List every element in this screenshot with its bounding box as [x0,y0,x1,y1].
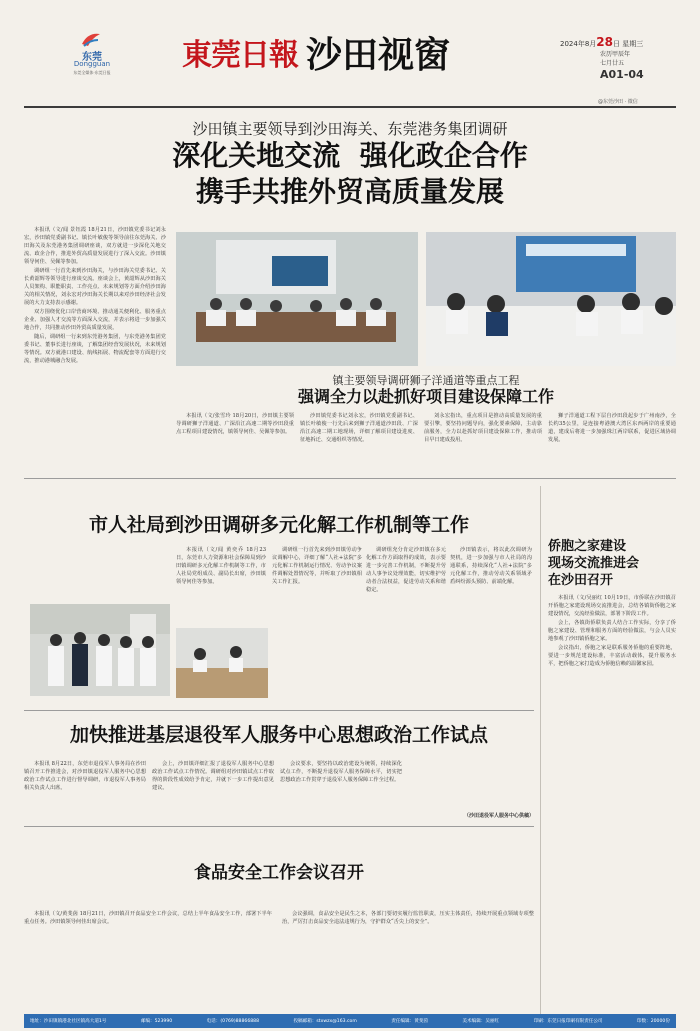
sidebar-divider [540,486,541,1016]
date-block [560,36,670,96]
section-rule-2 [24,710,534,711]
lead-paragraph: 双方围绕优化口岸营商环境、推动通关便利化、服务重点企业、加强人才交流等方面深入交流，并表示将进一步加强关地合作，共同推动沙田外贸高质量发展。 [24,309,166,331]
footer-bar [24,1014,676,1028]
page-num: 01-04 [608,68,644,81]
date-suffix: 日 星期三 [612,40,644,48]
sub-body-col-4 [548,412,676,470]
story4-paragraph: 本报讯（文/黄斐茵 18月21日，沙田镇召开食品安全工作会议，总结上半年食品安全工作，部署下半年重点任务。沙田镇领导何佳出席会议。 [24,911,272,925]
footer-art-editor: 美术编辑：吴丽红 [462,1019,500,1024]
sidebar-paragraph: 会议指出，侨胞之家是联系服务侨胞的重要阵地，要进一步规范建设标准，丰富活动载体，提升服务水平，把侨胞之家打造成为侨胞信赖的温馨家园。 [548,645,676,667]
date-prefix: 2024年8月 [560,40,597,48]
footer-print-count: 印数：20000份 [636,1019,670,1024]
sidebar-paragraph: 会上，各镇街侨联负责人结合工作实际，分享了侨胞之家建设、管理和服务方面的经验做法，与会人员实地参观了沙田镇侨胞之家。 [548,620,676,642]
story2-paragraph: 本报讯（文/闻 黄奕乔 18月23日，东莞市人力资源和社会保障局到沙田镇调研多元化解工作机制等工作，市人社局党组成员、副局长出席，沙田镇领导何佳等参加。 [176,547,266,585]
sub-body-col-1 [176,412,294,470]
story4-paragraph: 会议强调，食品安全是民生之本，各部门要切实履行监管职责，压实主体责任，持续开展重点领域专项整治，严厉打击食品安全违法违规行为，守护群众“舌尖上的安全”。 [282,911,534,925]
masthead-rule [24,106,676,108]
logo-cn: 东莞 [82,52,102,63]
story3-paragraph: 会上，沙田镇详细汇报了退役军人服务中心思想政治工作试点工作情况。调研组对沙田镇试点工作取得的阶段性成效给予肯定，并就下一步工作提出意见建议。 [152,761,274,791]
logo-mark-icon [80,30,102,48]
lead-paragraph: 随后，调研组一行来到东莞港务集团，与东莞港务集团党委书记、董事长进行座谈，了解集团经营发展状况，未来规划等情况。双方就港口建设、航线拓展、物流配套等方面进行交流，推动港城融合发展。 [24,334,166,364]
lead-photo-meeting-2 [426,232,676,366]
sub-headline: 强调全力以赴抓好项目建设保障工作 [297,387,554,406]
story2-paragraph: 调研组充分肯定沙田镇在多元化解工作方面取得的成效，表示要进一步完善工作机制，不断提升劳动人事争议处理效能，切实维护劳动者合法权益，促进劳动关系和谐稳定。 [366,547,446,593]
story3-paragraph: 本报讯 8月22日，东莞市退役军人事务局在沙田镇召开工作推进会，对沙田镇退役军人服务中心思想政治工作试点工作进行督导调研，市退役军人事务局相关负责人出席。 [24,761,146,791]
sub-body-col-3 [424,412,542,470]
story2-paragraph: 沙田镇表示，将以此次调研为契机，进一步加强与市人社局的沟通联系，持续深化“人社+法院”多元化解工作，推动劳动关系领域矛盾纠纷源头预防、前端化解。 [450,547,532,585]
story2-body-col-4 [450,546,532,696]
story4-body-col-2 [282,910,534,1006]
story2-paragraph: 调研组一行首先来到沙田镇劳动争议调解中心，详细了解“人社+法院”多元化解工作机制运行情况、劳动争议案件调解处置情况等，并听取了沙田镇相关工作汇报。 [272,547,362,585]
sidebar-body [548,594,676,1010]
story3-body-col-1 [24,760,146,820]
story2-body-col-3 [366,546,446,696]
footer-phone: 电话：(0769)88866888 [206,1019,260,1024]
social-handle: @东莞沙田 · 微信 [598,99,638,105]
story3-body-col-3 [280,760,402,820]
story2-body-col-1 [176,546,266,626]
paper-name: 東莞日報 [182,38,298,73]
sub-paragraph: 沙田镇党委书记刘永宏，沙田镇党委副书记、镇长叶敏俊一行先后来到狮子洋通道沙田段、广深沿江高速二期工地现场，详细了解项目建设进度、征地拆迁、交通组织等情况。 [300,413,418,443]
sub-kicker: 镇主要领导调研狮子洋通道等重点工程 [332,374,520,387]
sub-paragraph: 刘永宏指出，重点项目是推动高质量发展的重要引擎，要坚持问题导向，强化要素保障，主动靠前服务，全力以赴抓好项目建设保障工作，推动项目早日建成投用。 [424,413,542,443]
logo-en: Dongguan [73,60,111,68]
footer-address: 地址：沙田镇镇港北社区镇高大道1号 [30,1019,107,1024]
story3-paragraph: 会议要求，要坚持以政治建设为统领，持续深化试点工作，不断提升退役军人服务保障水平，切实把思想政治工作贯穿于退役军人服务保障工作全过程。 [280,761,402,783]
story2-body-col-2 [272,546,362,696]
lead-body [24,226,166,466]
story3-body-col-2 [152,760,274,820]
sidebar-headline-1: 侨胞之家建设 [548,539,627,554]
section-title: 沙田视窗 [306,35,451,76]
section-rule-1 [24,478,676,479]
sidebar-headline-3: 在沙田召开 [548,573,614,588]
logo-sub: 东莞全媒体·东莞日报 [73,70,111,75]
sidebar-headline-2: 现场交流推进会 [548,556,640,571]
sub-paragraph: 狮子洋通道工程下层自沙田段起步于广州南沙，全长约35公里，是连接粤港澳大湾区东西两岸的重要通道，建成后将进一步加强珠江两岸联系，促进区域协调发展。 [548,413,676,443]
lunar-year: 农历甲辰年 [600,51,631,58]
story4-body-col-1 [24,910,272,1006]
story3-headline: 加快推进基层退役军人服务中心思想政治工作试点 [69,724,488,746]
date-day: 28 [596,35,613,49]
sub-body-col-2 [300,412,418,470]
footer-editor: 责任编辑：黄斐茵 [391,1019,429,1024]
story3-source: （沙田退役军人服务中心供稿） [463,813,534,819]
story2-photo-visit [30,604,170,696]
story2-headline: 市人社局到沙田调研多元化解工作机制等工作 [88,514,469,536]
lunar-day: 七月廿五 [600,60,625,67]
lead-headline-2: 携手共推外贸高质量发展 [195,175,504,208]
lead-photo-meeting-1 [176,232,418,366]
footer-printer: 印刷：东莞日报印刷有限责任公司 [533,1019,603,1024]
lead-paragraph: 本报讯（文/闻 景钰霞 18月21日，沙田镇党委书记刘永宏，沙田镇党委副书记、镇长叶敏俊等领导前往东莞海关、沙田海关及东莞港务集团调研座谈，双方就进一步深化关地交流、政企合作，推进外贸高质量发展进行了深入交流。沙田镇领导何佳、吴佩等参加。 [24,227,166,265]
section-rule-3 [24,826,534,827]
dongguan-logo [52,30,132,80]
lead-kicker: 沙田镇主要领导到沙田海关、东莞港务集团调研 [192,120,508,138]
sidebar-paragraph: 本报讯（文/吴丽红 10月19日，市侨联在沙田镇召开侨胞之家建设现场交流推进会，总结各镇街侨胞之家建设情况，交流经验做法，部署下阶段工作。 [548,595,676,617]
sub-paragraph: 本报讯（文/张雪玲 18月20日，沙田镇主要领导调研狮子洋通道、广深沿江高速二期等沙田段重点工程项目建设情况，镇领导何佳、吴佩等参加。 [176,413,294,435]
page-prefix: A [600,68,609,81]
story4-headline: 食品安全工作会议召开 [194,863,364,883]
lead-paragraph: 调研组一行首先来到沙田海关，与沙田海关党委书记、关长黄韶辉等领导进行座谈交流。座谈会上，黄韶辉从沙田海关人员架构、职能职责、工作亮点、未来规划等方面介绍沙田海关的相关情况，刘永宏对沙田海关长期以来对沙田经济社会发展的大力支持表示感谢。 [24,268,166,306]
sidebar-headline [548,538,676,589]
story2-photo-desk [176,628,268,698]
lead-headline-1: 深化关地交流 强化政企合作 [172,139,528,172]
footer-email: 投稿邮箱：stxwzx@163.com [293,1019,357,1024]
footer-postcode: 邮编：523990 [140,1019,173,1024]
masthead [0,0,700,108]
